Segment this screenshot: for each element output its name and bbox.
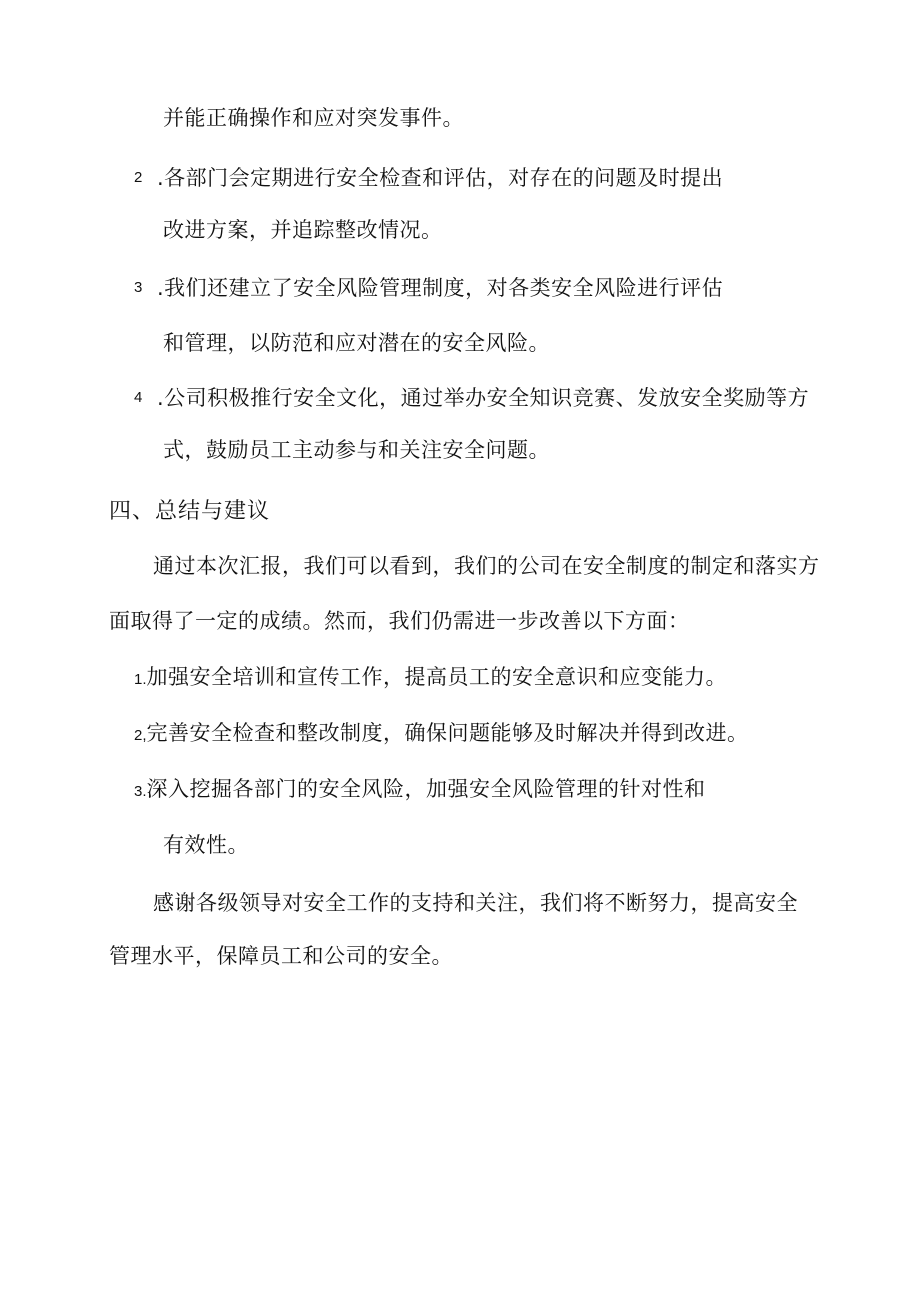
suggestion-3-number: 3. (134, 783, 147, 800)
suggestion-1-number: 1. (134, 671, 147, 688)
section-heading: 四、总结与建议 (109, 499, 271, 524)
suggestion-3-text: 深入挖掘各部门的安全风险，加强安全风险管理的针对性和 (146, 777, 706, 801)
suggestion-2-number: 2, (134, 727, 147, 744)
list-item-4-number: 4 (134, 389, 143, 406)
suggestion-2-text: 完善安全检查和整改制度，确保问题能够及时解决并得到改进。 (146, 721, 749, 745)
suggestion-item-2 (134, 719, 749, 750)
intro-paragraph-line2: 面取得了一定的成绩。然而，我们仍需进一步改善以下方面： (109, 609, 690, 633)
list-item-4-line1: .公司积极推行安全文化，通过举办安全知识竞赛、发放安全奖励等方 (157, 386, 810, 410)
list-item-1-tail: 并能正确操作和应对突发事件。 (163, 106, 464, 130)
list-item-4-line2: 式，鼓励员工主动参与和关注安全问题。 (163, 438, 550, 462)
list-item-3-line2: 和管理，以防范和应对潜在的安全风险。 (163, 331, 550, 355)
closing-paragraph-line2: 管理水平，保障员工和公司的安全。 (109, 944, 453, 968)
list-item-2-number: 2 (134, 169, 143, 186)
list-item-3-line1: .我们还建立了安全风险管理制度，对各类安全风险进行评估 (157, 276, 724, 300)
closing-paragraph-line1: 感谢各级领导对安全工作的支持和关注，我们将不断努力，提高安全 (153, 891, 798, 915)
list-item-2-line2: 改进方案，并追踪整改情况。 (163, 218, 443, 242)
intro-paragraph-line1: 通过本次汇报，我们可以看到，我们的公司在安全制度的制定和落实方 (153, 554, 820, 578)
list-item-3-number: 3 (134, 279, 143, 296)
list-item-2-line1: .各部门会定期进行安全检查和评估，对存在的问题及时提出 (157, 166, 724, 190)
suggestion-1-text: 加强安全培训和宣传工作，提高员工的安全意识和应变能力。 (146, 665, 728, 689)
suggestion-item-3 (134, 775, 706, 806)
suggestion-3-continuation: 有效性。 (163, 833, 249, 857)
suggestion-item-1 (134, 663, 727, 694)
